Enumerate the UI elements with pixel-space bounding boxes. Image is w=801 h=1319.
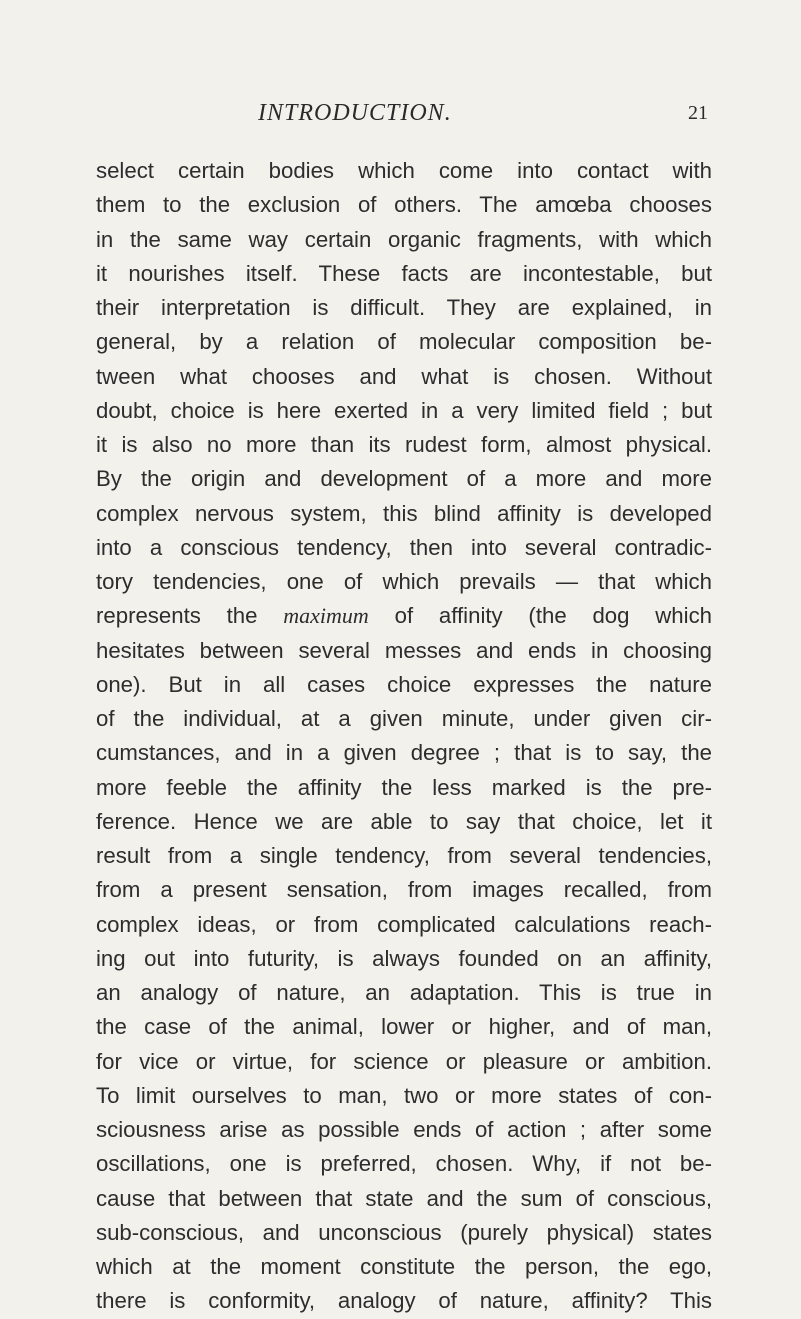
text-line: ference. Hence we are able to say that choice, let it (96, 808, 712, 834)
text-line: To limit ourselves to man, two or more states of con- (96, 1082, 712, 1108)
text-line: an analogy of nature, an adaptation. This is true in (96, 980, 712, 1005)
text-segment: represents the (96, 603, 284, 629)
text-line: them to the exclusion of others. The amœba chooses (96, 192, 712, 218)
text-line: there is conformity, analogy of nature, affinity? This (96, 1288, 712, 1314)
text-line: tory tendencies, one of which prevails — that which (96, 569, 712, 594)
text-line: in the same way certain organic fragments, with which (96, 226, 712, 252)
text-segment: of affinity (the dog which (368, 603, 712, 629)
text-line: oscillations, one is preferred, chosen. Why, if not be- (96, 1151, 712, 1177)
text-line: cause that between that state and the sum of conscious, (96, 1185, 712, 1211)
text-line: which at the moment constitute the person, the ego, (96, 1254, 712, 1279)
running-title: INTRODUCTION. (258, 100, 452, 126)
text-line: the case of the animal, lower or higher, and of man, (96, 1014, 712, 1040)
italic-word: maximum (283, 603, 369, 629)
text-line: complex nervous system, this blind affinity is developed (96, 500, 712, 526)
text-line: cumstances, and in a given degree ; that is to say, the (96, 740, 712, 766)
text-line: By the origin and development of a more and more (96, 466, 712, 492)
text-line: doubt, choice is here exerted in a very limited field ; but (96, 397, 712, 423)
body-text (96, 154, 712, 1319)
text-line: general, by a relation of molecular composition be- (96, 329, 712, 355)
text-line-with-italic (96, 599, 712, 633)
text-line: complex ideas, or from complicated calculations reach- (96, 911, 712, 937)
page-number: 21 (688, 102, 708, 124)
text-line: into a conscious tendency, then into several contradic- (96, 534, 712, 560)
text-line: ing out into futurity, is always founded on an affinity, (96, 945, 712, 971)
text-line: of the individual, at a given minute, under given cir- (96, 706, 712, 731)
text-line: it nourishes itself. These facts are incontestable, but (96, 260, 712, 286)
text-line: tween what chooses and what is chosen. Without (96, 363, 712, 389)
text-line: hesitates between several messes and ends in choosing (96, 637, 712, 663)
running-head (0, 100, 801, 132)
text-line: result from a single tendency, from several tendencies, (96, 843, 712, 868)
text-line: their interpretation is difficult. They are explained, in (96, 295, 712, 320)
text-line: sciousness arise as possible ends of action ; after some (96, 1117, 712, 1142)
text-line: sub-conscious, and unconscious (purely physical) states (96, 1219, 712, 1245)
text-line: from a present sensation, from images recalled, from (96, 877, 712, 903)
text-line: it is also no more than its rudest form, almost physical. (96, 432, 712, 457)
text-line: for vice or virtue, for science or pleasure or ambition. (96, 1048, 712, 1074)
text-line: more feeble the affinity the less marked is the pre- (96, 774, 712, 800)
text-line: select certain bodies which come into contact with (96, 158, 712, 183)
text-line: one). But in all cases choice expresses the nature (96, 671, 712, 697)
